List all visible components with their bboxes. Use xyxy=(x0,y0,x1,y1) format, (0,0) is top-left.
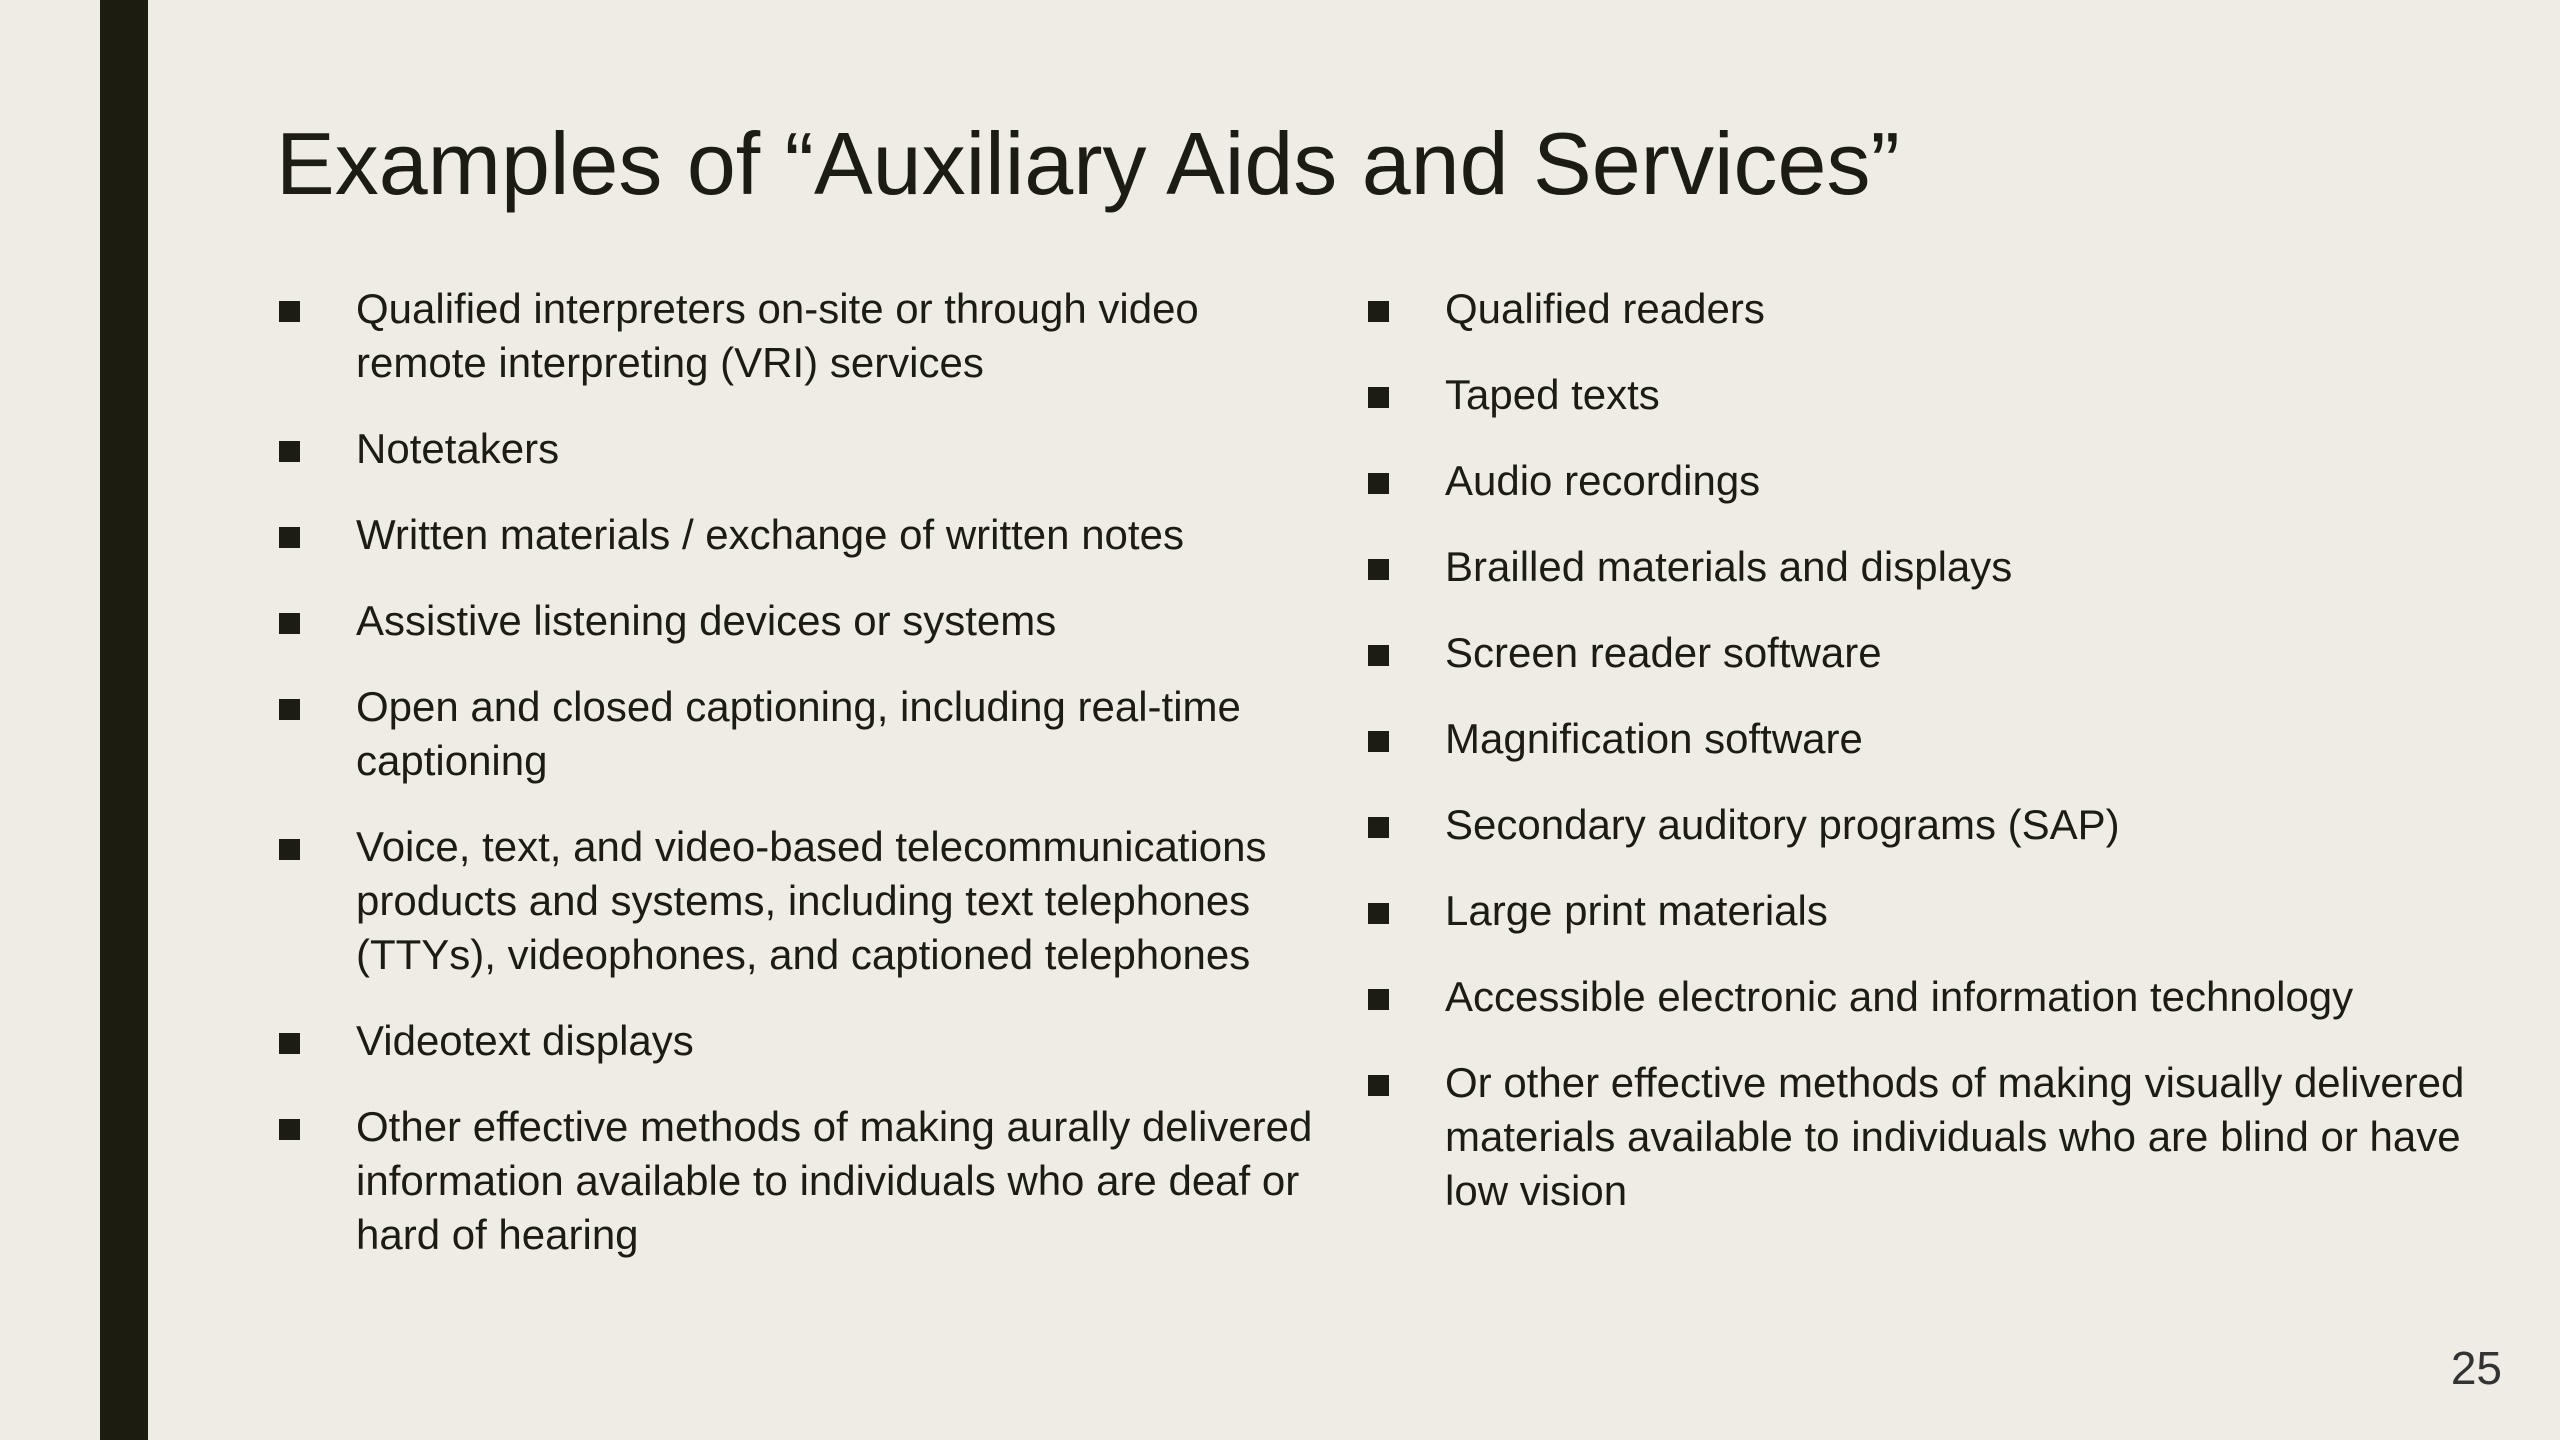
square-bullet-icon xyxy=(1368,1075,1389,1096)
list-item xyxy=(1365,540,2490,594)
list-item-text: Qualified interpreters on-site or through video remote interpreting (VRI) services xyxy=(356,285,1199,386)
list-item-text: Voice, text, and video-based telecommunications products and systems, including text telephones (TTYs), videophones, and captioned telephones xyxy=(356,823,1267,978)
square-bullet-icon xyxy=(279,1033,300,1054)
list-item-text: Open and closed captioning, including real-time captioning xyxy=(356,683,1241,784)
square-bullet-icon xyxy=(279,441,300,462)
slide-title: Examples of “Auxiliary Aids and Services” xyxy=(276,114,1900,213)
list-item-text: Qualified readers xyxy=(1445,285,1765,332)
list-item xyxy=(276,508,1336,562)
list-item-text: Assistive listening devices or systems xyxy=(356,597,1057,644)
list-item-text: Large print materials xyxy=(1445,887,1828,934)
list-item xyxy=(1365,1056,2490,1218)
square-bullet-icon xyxy=(1368,731,1389,752)
list-item xyxy=(1365,970,2490,1024)
list-item-text: Taped texts xyxy=(1445,371,1660,418)
square-bullet-icon xyxy=(279,301,300,322)
square-bullet-icon xyxy=(1368,559,1389,580)
list-item xyxy=(276,820,1336,982)
list-item xyxy=(1365,454,2490,508)
list-item xyxy=(276,594,1336,648)
square-bullet-icon xyxy=(1368,301,1389,322)
list-item-text: Magnification software xyxy=(1445,715,1863,762)
list-item-text: Written materials / exchange of written notes xyxy=(356,511,1184,558)
list-item xyxy=(1365,368,2490,422)
square-bullet-icon xyxy=(1368,473,1389,494)
list-item xyxy=(276,1014,1336,1068)
list-item-text: Screen reader software xyxy=(1445,629,1882,676)
accent-bar xyxy=(100,0,148,1440)
list-item-text: Or other effective methods of making visually delivered materials available to individuals who are blind or have low vision xyxy=(1445,1059,2465,1214)
square-bullet-icon xyxy=(279,839,300,860)
page-number: 25 xyxy=(2450,1342,2502,1394)
list-item-text: Audio recordings xyxy=(1445,457,1761,504)
list-item xyxy=(1365,884,2490,938)
list-item-text: Other effective methods of making aurally delivered information available to individuals who are deaf or hard of hearing xyxy=(356,1103,1313,1258)
list-item xyxy=(1365,798,2490,852)
list-item-text: Videotext displays xyxy=(356,1017,694,1064)
square-bullet-icon xyxy=(1368,387,1389,408)
square-bullet-icon xyxy=(279,1119,300,1140)
square-bullet-icon xyxy=(1368,645,1389,666)
list-item xyxy=(1365,282,2490,336)
square-bullet-icon xyxy=(279,527,300,548)
square-bullet-icon xyxy=(279,699,300,720)
list-item xyxy=(1365,712,2490,766)
list-item-text: Brailled materials and displays xyxy=(1445,543,2013,590)
list-item-text: Accessible electronic and information technology xyxy=(1445,973,2354,1020)
square-bullet-icon xyxy=(1368,817,1389,838)
list-item xyxy=(276,422,1336,476)
right-bullet-list xyxy=(1365,282,2490,1250)
left-bullet-list xyxy=(276,282,1336,1294)
list-item xyxy=(1365,626,2490,680)
square-bullet-icon xyxy=(1368,989,1389,1010)
list-item-text: Secondary auditory programs (SAP) xyxy=(1445,801,2120,848)
list-item xyxy=(276,282,1336,390)
square-bullet-icon xyxy=(279,613,300,634)
list-item xyxy=(276,680,1336,788)
list-item-text: Notetakers xyxy=(356,425,560,472)
square-bullet-icon xyxy=(1368,903,1389,924)
list-item xyxy=(276,1100,1336,1262)
